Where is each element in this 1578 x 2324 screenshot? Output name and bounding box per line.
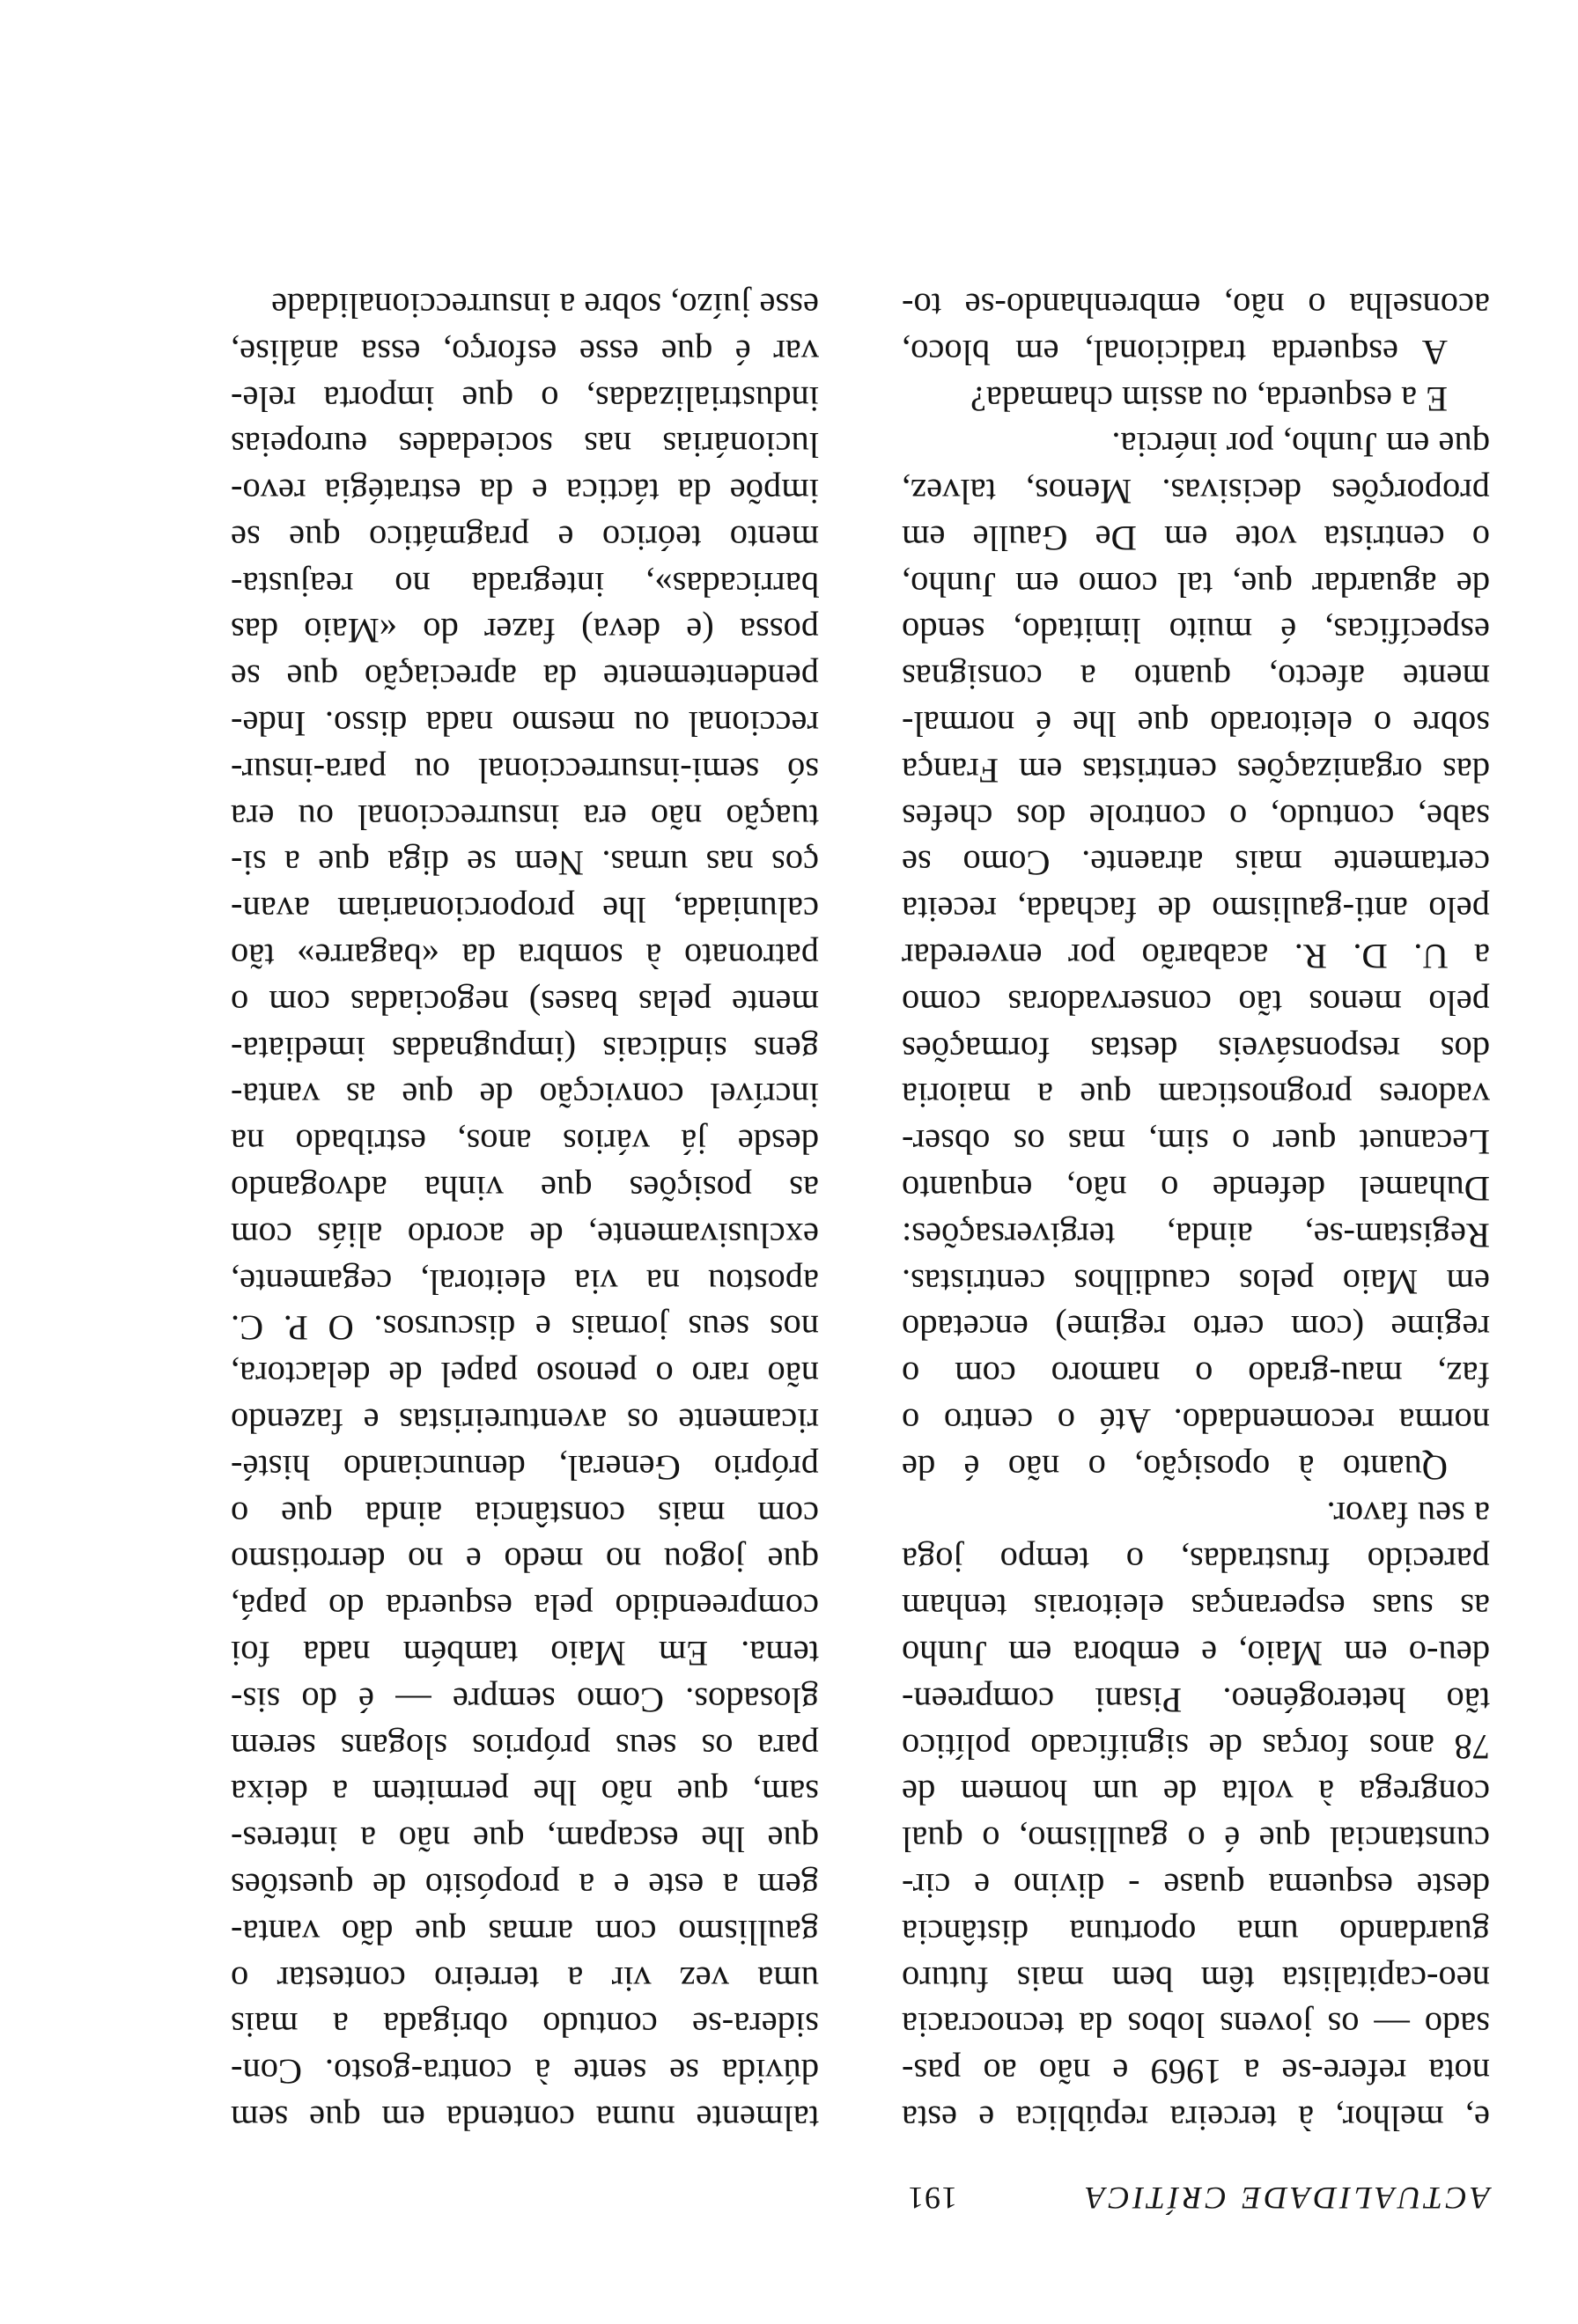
text-line: desde já vários anos, estribado na (231, 1122, 819, 1163)
text-line: não raro o penoso papel de delactora, (231, 1355, 819, 1395)
text-line: em Maio pelos caudilhos centristas. (902, 1261, 1490, 1302)
left-text-column (902, 282, 1490, 2141)
text-line: congrega à volta de um homem de (902, 1773, 1490, 1813)
text-line: e, melhor, à terceira república e esta (902, 2099, 1490, 2138)
text-line: o centrista vote em De Gaulle em (902, 518, 1490, 558)
text-line: Duhamel defende o não, enquanto (902, 1169, 1490, 1210)
text-line: tão heterogéneo. Pisani compreen- (902, 1680, 1490, 1720)
text-line: nos seus jornais e discursos. O P. C. (231, 1308, 819, 1349)
text-line: próprio General, denunciando histé- (231, 1447, 819, 1488)
text-line: cunstancial que é o gaullismo, o qual (902, 1820, 1490, 1860)
text-line: deste esquema quase - divino e cir- (902, 1866, 1490, 1907)
text-line: das organizações centristas em França (902, 750, 1490, 791)
text-line: possa (e deva) fazer do «Maio das (231, 611, 819, 651)
text-line: talmente numa contenda em que sem (231, 2099, 819, 2138)
text-line: com mais constância ainda que o (231, 1494, 819, 1534)
text-line: sobre o eleitorado que lhe é normal- (902, 704, 1490, 745)
text-line: dúvida se sente à contra-gosto. Con- (231, 2052, 819, 2092)
text-line: a U. D. R. acabarão por enveredar (902, 937, 1490, 977)
text-line: dos responsáveis destas formações (902, 1029, 1490, 1070)
text-line: tuação não era insurreccional ou era (231, 797, 819, 837)
text-line: nota refere-se a 1969 e não ao pas- (902, 2052, 1490, 2092)
text-line: esse juízo, sobre a insurreccionalidade (271, 285, 819, 326)
text-line: proporções decisivas. Menos, talvez, (902, 472, 1490, 512)
text-line: Registam-se, ainda, tergiversações: (902, 1215, 1490, 1255)
text-line: sam, que não lhe permitem a deixa (231, 1773, 819, 1813)
text-line: vadores prognosticam que a maioria (902, 1076, 1490, 1116)
text-line: E a esquerda, ou assim chamada? (970, 379, 1448, 419)
text-line: norma recomendado. Até o centro o (902, 1401, 1490, 1442)
text-line: certamente mais atraente. Como se (902, 843, 1490, 884)
text-line: parecido frustradas, o tempo joga (902, 1541, 1490, 1581)
text-line: gem a este e a propósito de questões (231, 1866, 819, 1907)
text-line: pelo menos tão conservadoras como (902, 982, 1490, 1023)
text-line: as suas esperanças eleitorais tenham (902, 1587, 1490, 1628)
text-line: tema. Em Maio também nada foi (231, 1634, 819, 1674)
text-line: lucionárias nas sociedades europeias (231, 425, 819, 466)
text-line: apostou na via eleitoral, cegamente, (231, 1261, 819, 1302)
text-line: var é que esse esforço, essa análise, (231, 332, 819, 372)
text-line: pendentemente da apreciação que se (231, 658, 819, 698)
text-line: mento teórico e pragmático que se (231, 518, 819, 558)
text-line: patronato à sombra da «bagarre» tão (231, 937, 819, 977)
text-line: exclusivamente, de acordo aliás com (231, 1215, 819, 1255)
text-line: neo-capitalista têm bem mais futuro (902, 1959, 1490, 1999)
text-line: ricamente os aventureiristas e fazendo (231, 1401, 819, 1442)
page-number: 191 (907, 2181, 957, 2216)
text-line: 78 anos forças de significado político (902, 1726, 1490, 1767)
text-line: as posições que vinha advogando (231, 1169, 819, 1210)
text-line: guardando uma oportuna distância (902, 1912, 1490, 1953)
text-line: que em Junho, por inércia. (1111, 425, 1490, 466)
text-line: a seu favor. (1326, 1494, 1490, 1534)
text-line: barricadas», integrada no reajusta- (231, 564, 819, 605)
running-head (0, 2181, 1578, 2217)
text-line: industrializadas, o que importa rele- (231, 379, 819, 419)
text-line: mente pelas bases) negociadas com o (231, 982, 819, 1023)
text-line: que jogou no medo e no derrotismo (231, 1541, 819, 1581)
text-line: deu-o em Maio, e embora em Junho (902, 1634, 1490, 1674)
text-line: reccional ou mesmo nada disso. Inde- (231, 704, 819, 745)
text-line: para os seus próprios slogans serem (231, 1726, 819, 1767)
text-line: gens sindicais (impugnadas imediata- (231, 1029, 819, 1070)
text-line: gaullismo com armas que dão vanta- (231, 1912, 819, 1953)
text-line: sidera-se contudo obrigada a mais (231, 2005, 819, 2046)
text-line: caluniada, lhe proporcionariam avan- (231, 890, 819, 930)
text-line: aconselha o não, embrenhando-se to- (902, 285, 1490, 326)
right-text-column (231, 282, 819, 2141)
text-line: só semi-insurreccional ou para-insur- (231, 750, 819, 791)
text-line: A esquerda tradicional, em bloco, (902, 332, 1448, 372)
text-line: uma vez vir a terreiro contestar o (231, 1959, 819, 1999)
text-line: que lhe escapam, que não a interes- (231, 1820, 819, 1860)
text-line: sabe, contudo, o controle dos chefes (902, 797, 1490, 837)
running-head-title: ACTUALIDADE CRÍTICA (1082, 2181, 1490, 2216)
text-line: glosados. Como sempre — é do sis- (231, 1680, 819, 1720)
text-line: de aguardar que, tal como em Junho, (902, 564, 1490, 605)
text-line: sado — os jovens lobos da tecnocracia (902, 2005, 1490, 2046)
text-line: Lecanuet quer o sim, mas os obser- (902, 1122, 1490, 1163)
text-line: mente afecto, quanto a consignas (902, 658, 1490, 698)
text-line: regime (com certo regime) encetado (902, 1308, 1490, 1349)
text-line: pelo anti-gaulismo de fachada, receita (902, 890, 1490, 930)
text-line: específicas, é muito limitado, sendo (902, 611, 1490, 651)
text-line: compreendido pela esquerda do papá, (231, 1587, 819, 1628)
text-line: ços nas urnas. Nem se diga que a si- (231, 843, 819, 884)
text-line: faz, mau-grado o namoro com o (902, 1355, 1490, 1395)
text-line: impõe da táctica e da estratégia revo- (231, 472, 819, 512)
text-line: Quanto à oposição, o não é de (902, 1447, 1448, 1488)
text-line: incrível convicção de que as vanta- (231, 1076, 819, 1116)
